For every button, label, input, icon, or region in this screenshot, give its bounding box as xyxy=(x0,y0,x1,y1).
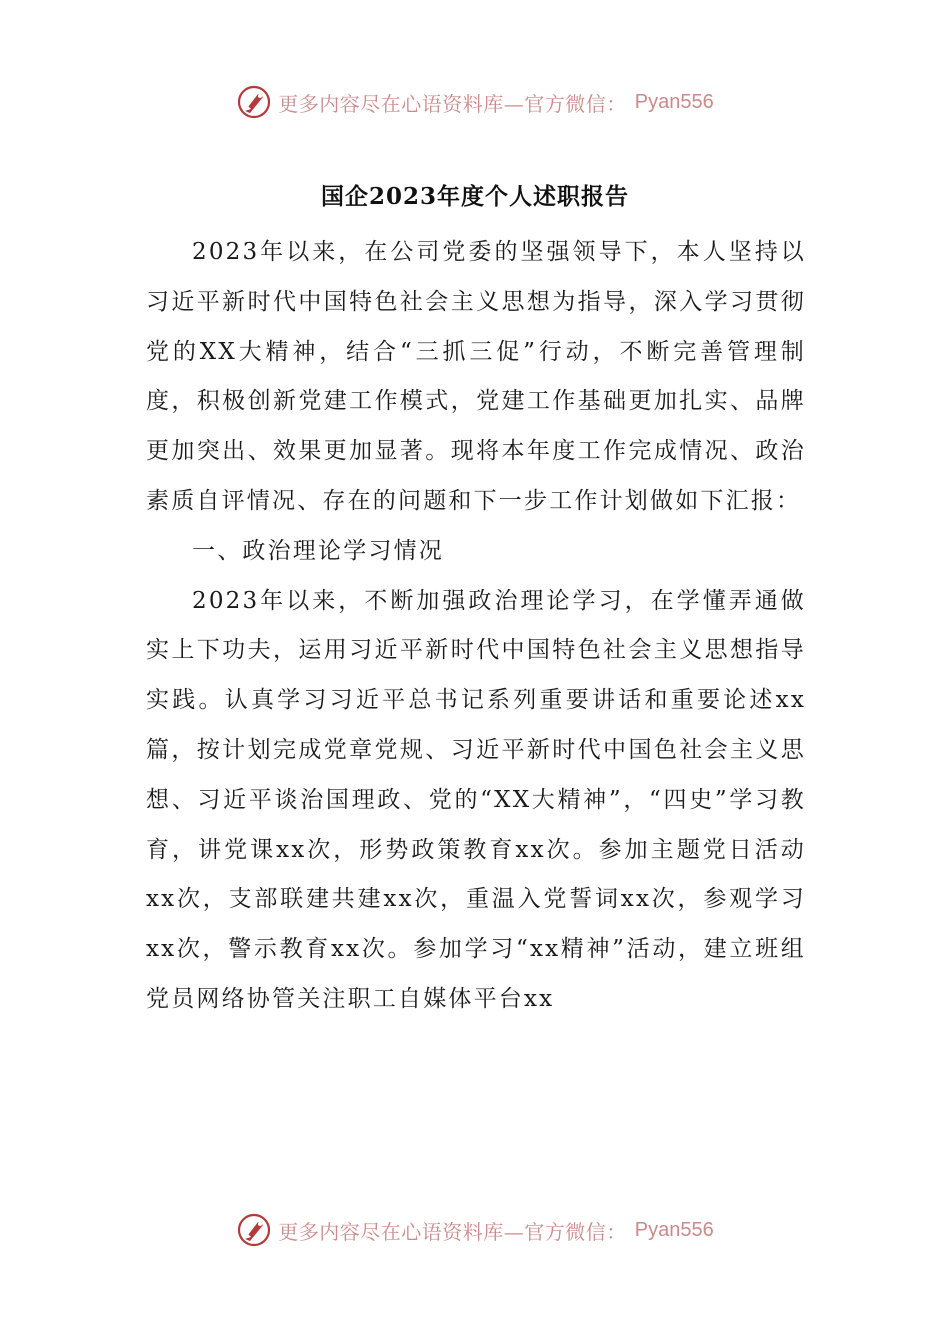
section-heading: 一、政治理论学习情况 xyxy=(192,537,444,564)
pen-nib-logo-icon xyxy=(236,84,272,120)
watermark-account: Pyan556 xyxy=(634,1218,714,1241)
watermark-header xyxy=(0,82,950,122)
document-title: 国企2023年度个人述职报告 xyxy=(320,183,629,210)
watermark-text: 更多内容尽在心语资料库—官方微信： xyxy=(278,1219,627,1244)
watermark-footer xyxy=(0,1210,950,1250)
intro-paragraph: 2023年以来，在公司党委的坚强领导下，本人坚持以习近平新时代中国特色社会主义思想为指导，深入学习贯彻党的XX大精神，结合“三抓三促”行动，不断完善管理制度，积极创新党建工作模式，党建工作基础更加扎实、品牌更加突出、效果更加显著。现将本年度工作完成情况、政治素质自评情况、存在的问题和下一步工作计划做如下汇报： xyxy=(146,239,806,514)
watermark-account: Pyan556 xyxy=(634,90,714,113)
pen-nib-logo-icon xyxy=(236,1212,272,1248)
section-paragraph: 2023年以来，不断加强政治理论学习，在学懂弄通做实上下功夫，运用习近平新时代中国特色社会主义思想指导实践。认真学习习近平总书记系列重要讲话和重要论述xx篇，按计划完成党章党规、习近平新时代中国色社会主义思想、习近平谈治国理政、党的“XX大精神”，“四史”学习教育，讲党课xx次，形势政策教育xx次。参加主题党日活动xx次，支部联建共建xx次，重温入党誓词xx次，参观学习xx次，警示教育xx次。参加学习“xx精神”活动，建立班组党员网络协管关注职工自媒体平台xx xyxy=(146,587,806,1012)
watermark-text: 更多内容尽在心语资料库—官方微信： xyxy=(278,91,627,116)
document-body xyxy=(146,228,806,1025)
